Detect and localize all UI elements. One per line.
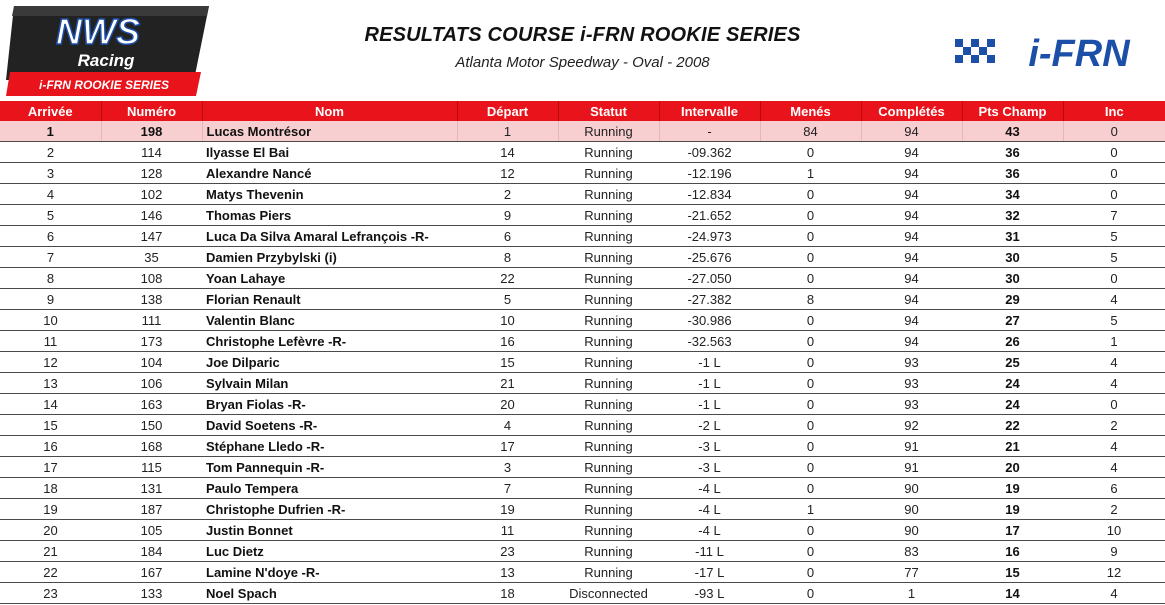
cell-statut: Disconnected	[558, 583, 659, 604]
cell-numero: 150	[101, 415, 202, 436]
cell-completes: 92	[861, 415, 962, 436]
cell-nom: Christophe Dufrien -R-	[202, 499, 457, 520]
cell-depart: 21	[457, 373, 558, 394]
column-header-nom[interactable]: Nom	[202, 101, 457, 121]
table-header-row	[0, 101, 1165, 121]
cell-menes: 84	[760, 121, 861, 142]
cell-menes: 0	[760, 268, 861, 289]
cell-statut: Running	[558, 478, 659, 499]
cell-statut: Running	[558, 310, 659, 331]
cell-completes: 94	[861, 184, 962, 205]
cell-inc: 12	[1063, 562, 1165, 583]
cell-intervalle: -4 L	[659, 478, 760, 499]
cell-menes: 0	[760, 562, 861, 583]
cell-intervalle: -1 L	[659, 352, 760, 373]
cell-menes: 0	[760, 331, 861, 352]
cell-menes: 0	[760, 226, 861, 247]
cell-nom: Florian Renault	[202, 289, 457, 310]
cell-pts-champ: 36	[962, 142, 1063, 163]
cell-nom: Luc Dietz	[202, 541, 457, 562]
cell-menes: 0	[760, 541, 861, 562]
cell-numero: 167	[101, 562, 202, 583]
cell-numero: 108	[101, 268, 202, 289]
cell-statut: Running	[558, 373, 659, 394]
cell-arrivee: 22	[0, 562, 101, 583]
cell-numero: 102	[101, 184, 202, 205]
cell-completes: 93	[861, 373, 962, 394]
cell-arrivee: 11	[0, 331, 101, 352]
cell-pts-champ: 24	[962, 373, 1063, 394]
cell-completes: 90	[861, 478, 962, 499]
cell-numero: 114	[101, 142, 202, 163]
cell-numero: 163	[101, 394, 202, 415]
cell-intervalle: -4 L	[659, 520, 760, 541]
cell-inc: 0	[1063, 163, 1165, 184]
cell-depart: 18	[457, 583, 558, 604]
cell-intervalle: -09.362	[659, 142, 760, 163]
table-row	[0, 163, 1165, 184]
cell-depart: 5	[457, 289, 558, 310]
cell-completes: 94	[861, 226, 962, 247]
cell-statut: Running	[558, 205, 659, 226]
cell-completes: 94	[861, 268, 962, 289]
cell-depart: 11	[457, 520, 558, 541]
cell-depart: 7	[457, 478, 558, 499]
cell-nom: Matys Thevenin	[202, 184, 457, 205]
cell-menes: 0	[760, 247, 861, 268]
cell-completes: 93	[861, 394, 962, 415]
cell-depart: 17	[457, 436, 558, 457]
checkered-flag-icon	[955, 39, 995, 63]
cell-intervalle: -27.382	[659, 289, 760, 310]
cell-depart: 2	[457, 184, 558, 205]
column-header-completes[interactable]: Complétés	[861, 101, 962, 121]
cell-intervalle: -4 L	[659, 499, 760, 520]
cell-depart: 22	[457, 268, 558, 289]
column-header-depart[interactable]: Départ	[457, 101, 558, 121]
cell-depart: 6	[457, 226, 558, 247]
cell-arrivee: 3	[0, 163, 101, 184]
cell-nom: Christophe Lefèvre -R-	[202, 331, 457, 352]
table-row	[0, 415, 1165, 436]
cell-statut: Running	[558, 520, 659, 541]
table-row	[0, 436, 1165, 457]
cell-numero: 168	[101, 436, 202, 457]
cell-pts-champ: 31	[962, 226, 1063, 247]
cell-pts-champ: 24	[962, 394, 1063, 415]
cell-arrivee: 7	[0, 247, 101, 268]
cell-numero: 187	[101, 499, 202, 520]
cell-completes: 94	[861, 289, 962, 310]
logo-ifrn-text: i-FRN	[1028, 33, 1130, 71]
cell-pts-champ: 32	[962, 205, 1063, 226]
cell-numero: 115	[101, 457, 202, 478]
cell-statut: Running	[558, 226, 659, 247]
cell-depart: 3	[457, 457, 558, 478]
cell-numero: 131	[101, 478, 202, 499]
cell-menes: 1	[760, 499, 861, 520]
cell-intervalle: -	[659, 121, 760, 142]
cell-nom: Luca Da Silva Amaral Lefrançois -R-	[202, 226, 457, 247]
cell-inc: 0	[1063, 394, 1165, 415]
cell-pts-champ: 36	[962, 163, 1063, 184]
cell-statut: Running	[558, 352, 659, 373]
table-row	[0, 373, 1165, 394]
cell-completes: 90	[861, 520, 962, 541]
cell-statut: Running	[558, 289, 659, 310]
cell-intervalle: -25.676	[659, 247, 760, 268]
cell-statut: Running	[558, 415, 659, 436]
cell-intervalle: -30.986	[659, 310, 760, 331]
cell-statut: Running	[558, 436, 659, 457]
cell-pts-champ: 19	[962, 499, 1063, 520]
cell-intervalle: -3 L	[659, 436, 760, 457]
cell-arrivee: 20	[0, 520, 101, 541]
cell-nom: Joe Dilparic	[202, 352, 457, 373]
cell-menes: 0	[760, 394, 861, 415]
cell-menes: 0	[760, 415, 861, 436]
cell-inc: 0	[1063, 142, 1165, 163]
cell-statut: Running	[558, 331, 659, 352]
cell-arrivee: 13	[0, 373, 101, 394]
cell-pts-champ: 29	[962, 289, 1063, 310]
cell-arrivee: 1	[0, 121, 101, 142]
cell-pts-champ: 26	[962, 331, 1063, 352]
cell-inc: 4	[1063, 352, 1165, 373]
cell-depart: 15	[457, 352, 558, 373]
cell-nom: Bryan Fiolas -R-	[202, 394, 457, 415]
cell-statut: Running	[558, 499, 659, 520]
cell-completes: 91	[861, 457, 962, 478]
table-row	[0, 310, 1165, 331]
cell-arrivee: 14	[0, 394, 101, 415]
cell-completes: 93	[861, 352, 962, 373]
table-row	[0, 352, 1165, 373]
cell-inc: 2	[1063, 499, 1165, 520]
cell-inc: 4	[1063, 289, 1165, 310]
cell-intervalle: -3 L	[659, 457, 760, 478]
cell-inc: 4	[1063, 583, 1165, 604]
table-row	[0, 499, 1165, 520]
cell-numero: 111	[101, 310, 202, 331]
cell-menes: 0	[760, 205, 861, 226]
cell-completes: 91	[861, 436, 962, 457]
cell-numero: 146	[101, 205, 202, 226]
cell-menes: 0	[760, 352, 861, 373]
cell-inc: 1	[1063, 331, 1165, 352]
table-row	[0, 478, 1165, 499]
cell-completes: 83	[861, 541, 962, 562]
cell-intervalle: -1 L	[659, 394, 760, 415]
cell-intervalle: -32.563	[659, 331, 760, 352]
cell-arrivee: 9	[0, 289, 101, 310]
cell-inc: 5	[1063, 247, 1165, 268]
cell-completes: 94	[861, 142, 962, 163]
cell-intervalle: -24.973	[659, 226, 760, 247]
cell-nom: Alexandre Nancé	[202, 163, 457, 184]
results-table-body	[0, 121, 1165, 604]
cell-pts-champ: 34	[962, 184, 1063, 205]
column-header-intervalle[interactable]: Intervalle	[659, 101, 760, 121]
cell-menes: 0	[760, 457, 861, 478]
cell-completes: 94	[861, 121, 962, 142]
cell-statut: Running	[558, 562, 659, 583]
cell-arrivee: 5	[0, 205, 101, 226]
cell-menes: 0	[760, 583, 861, 604]
cell-numero: 104	[101, 352, 202, 373]
cell-nom: Valentin Blanc	[202, 310, 457, 331]
cell-nom: Yoan Lahaye	[202, 268, 457, 289]
cell-pts-champ: 17	[962, 520, 1063, 541]
cell-numero: 138	[101, 289, 202, 310]
cell-completes: 1	[861, 583, 962, 604]
table-row	[0, 331, 1165, 352]
cell-pts-champ: 15	[962, 562, 1063, 583]
cell-inc: 4	[1063, 436, 1165, 457]
cell-pts-champ: 30	[962, 268, 1063, 289]
cell-depart: 8	[457, 247, 558, 268]
table-row	[0, 121, 1165, 142]
cell-intervalle: -93 L	[659, 583, 760, 604]
cell-statut: Running	[558, 394, 659, 415]
cell-arrivee: 6	[0, 226, 101, 247]
cell-numero: 106	[101, 373, 202, 394]
cell-statut: Running	[558, 457, 659, 478]
cell-intervalle: -11 L	[659, 541, 760, 562]
cell-pts-champ: 22	[962, 415, 1063, 436]
cell-statut: Running	[558, 142, 659, 163]
cell-arrivee: 12	[0, 352, 101, 373]
cell-depart: 16	[457, 331, 558, 352]
cell-inc: 5	[1063, 310, 1165, 331]
cell-arrivee: 19	[0, 499, 101, 520]
table-row	[0, 205, 1165, 226]
cell-depart: 9	[457, 205, 558, 226]
cell-depart: 14	[457, 142, 558, 163]
logo-racing-text: Racing	[77, 51, 135, 70]
column-header-pts-champ[interactable]: Pts Champ	[962, 101, 1063, 121]
cell-inc: 7	[1063, 205, 1165, 226]
table-row	[0, 142, 1165, 163]
cell-depart: 4	[457, 415, 558, 436]
table-row	[0, 289, 1165, 310]
column-header-menes[interactable]: Menés	[760, 101, 861, 121]
cell-menes: 0	[760, 310, 861, 331]
cell-inc: 6	[1063, 478, 1165, 499]
cell-menes: 0	[760, 436, 861, 457]
cell-nom: Lucas Montrésor	[202, 121, 457, 142]
cell-arrivee: 21	[0, 541, 101, 562]
cell-depart: 19	[457, 499, 558, 520]
cell-pts-champ: 30	[962, 247, 1063, 268]
table-row	[0, 394, 1165, 415]
cell-inc: 4	[1063, 373, 1165, 394]
cell-intervalle: -12.196	[659, 163, 760, 184]
cell-depart: 12	[457, 163, 558, 184]
cell-completes: 94	[861, 310, 962, 331]
table-row	[0, 184, 1165, 205]
cell-arrivee: 4	[0, 184, 101, 205]
cell-numero: 35	[101, 247, 202, 268]
logo-banner-text: i-FRN ROOKIE SERIES	[38, 78, 170, 92]
cell-pts-champ: 20	[962, 457, 1063, 478]
cell-menes: 0	[760, 520, 861, 541]
cell-pts-champ: 27	[962, 310, 1063, 331]
cell-intervalle: -12.834	[659, 184, 760, 205]
page-title: RESULTATS COURSE i-FRN ROOKIE SERIES	[364, 24, 801, 46]
table-row	[0, 541, 1165, 562]
cell-numero: 133	[101, 583, 202, 604]
cell-inc: 9	[1063, 541, 1165, 562]
cell-nom: Damien Przybylski (i)	[202, 247, 457, 268]
cell-depart: 23	[457, 541, 558, 562]
cell-nom: David Soetens -R-	[202, 415, 457, 436]
cell-pts-champ: 14	[962, 583, 1063, 604]
cell-inc: 5	[1063, 226, 1165, 247]
cell-statut: Running	[558, 541, 659, 562]
table-row	[0, 247, 1165, 268]
table-row	[0, 268, 1165, 289]
cell-arrivee: 15	[0, 415, 101, 436]
cell-completes: 94	[861, 247, 962, 268]
cell-arrivee: 16	[0, 436, 101, 457]
cell-depart: 20	[457, 394, 558, 415]
cell-depart: 1	[457, 121, 558, 142]
column-header-arrivee[interactable]: Arrivée	[0, 101, 101, 121]
cell-nom: Thomas Piers	[202, 205, 457, 226]
cell-completes: 94	[861, 331, 962, 352]
logo-nws-text: NWS	[56, 11, 140, 52]
column-header-statut[interactable]: Statut	[558, 101, 659, 121]
cell-menes: 0	[760, 184, 861, 205]
cell-intervalle: -27.050	[659, 268, 760, 289]
cell-nom: Ilyasse El Bai	[202, 142, 457, 163]
table-row	[0, 583, 1165, 604]
table-row	[0, 457, 1165, 478]
cell-arrivee: 10	[0, 310, 101, 331]
cell-menes: 0	[760, 373, 861, 394]
cell-depart: 13	[457, 562, 558, 583]
cell-statut: Running	[558, 247, 659, 268]
results-table	[0, 101, 1165, 604]
cell-nom: Stéphane Lledo -R-	[202, 436, 457, 457]
nws-racing-logo	[6, 6, 209, 96]
cell-inc: 0	[1063, 268, 1165, 289]
cell-numero: 198	[101, 121, 202, 142]
cell-arrivee: 18	[0, 478, 101, 499]
cell-nom: Justin Bonnet	[202, 520, 457, 541]
cell-intervalle: -2 L	[659, 415, 760, 436]
cell-inc: 4	[1063, 457, 1165, 478]
cell-depart: 10	[457, 310, 558, 331]
cell-arrivee: 8	[0, 268, 101, 289]
cell-statut: Running	[558, 268, 659, 289]
cell-numero: 173	[101, 331, 202, 352]
cell-nom: Tom Pannequin -R-	[202, 457, 457, 478]
cell-menes: 8	[760, 289, 861, 310]
cell-intervalle: -17 L	[659, 562, 760, 583]
cell-statut: Running	[558, 163, 659, 184]
table-row	[0, 562, 1165, 583]
cell-statut: Running	[558, 184, 659, 205]
page-subtitle: Atlanta Motor Speedway - Oval - 2008	[455, 54, 710, 71]
cell-intervalle: -1 L	[659, 373, 760, 394]
cell-numero: 147	[101, 226, 202, 247]
cell-intervalle: -21.652	[659, 205, 760, 226]
table-row	[0, 520, 1165, 541]
column-header-inc[interactable]: Inc	[1063, 101, 1165, 121]
cell-pts-champ: 25	[962, 352, 1063, 373]
cell-pts-champ: 43	[962, 121, 1063, 142]
cell-numero: 128	[101, 163, 202, 184]
column-header-numero[interactable]: Numéro	[101, 101, 202, 121]
cell-arrivee: 23	[0, 583, 101, 604]
cell-numero: 184	[101, 541, 202, 562]
cell-arrivee: 17	[0, 457, 101, 478]
cell-completes: 94	[861, 163, 962, 184]
cell-menes: 0	[760, 142, 861, 163]
cell-pts-champ: 19	[962, 478, 1063, 499]
cell-nom: Paulo Tempera	[202, 478, 457, 499]
cell-inc: 0	[1063, 184, 1165, 205]
cell-completes: 90	[861, 499, 962, 520]
cell-statut: Running	[558, 121, 659, 142]
cell-nom: Sylvain Milan	[202, 373, 457, 394]
cell-menes: 1	[760, 163, 861, 184]
cell-completes: 94	[861, 205, 962, 226]
ifrn-logo	[955, 33, 1160, 71]
cell-completes: 77	[861, 562, 962, 583]
cell-arrivee: 2	[0, 142, 101, 163]
cell-inc: 0	[1063, 121, 1165, 142]
cell-inc: 10	[1063, 520, 1165, 541]
cell-inc: 2	[1063, 415, 1165, 436]
table-row	[0, 226, 1165, 247]
cell-nom: Noel Spach	[202, 583, 457, 604]
cell-menes: 0	[760, 478, 861, 499]
cell-numero: 105	[101, 520, 202, 541]
cell-pts-champ: 16	[962, 541, 1063, 562]
cell-nom: Lamine N'doye -R-	[202, 562, 457, 583]
cell-pts-champ: 21	[962, 436, 1063, 457]
